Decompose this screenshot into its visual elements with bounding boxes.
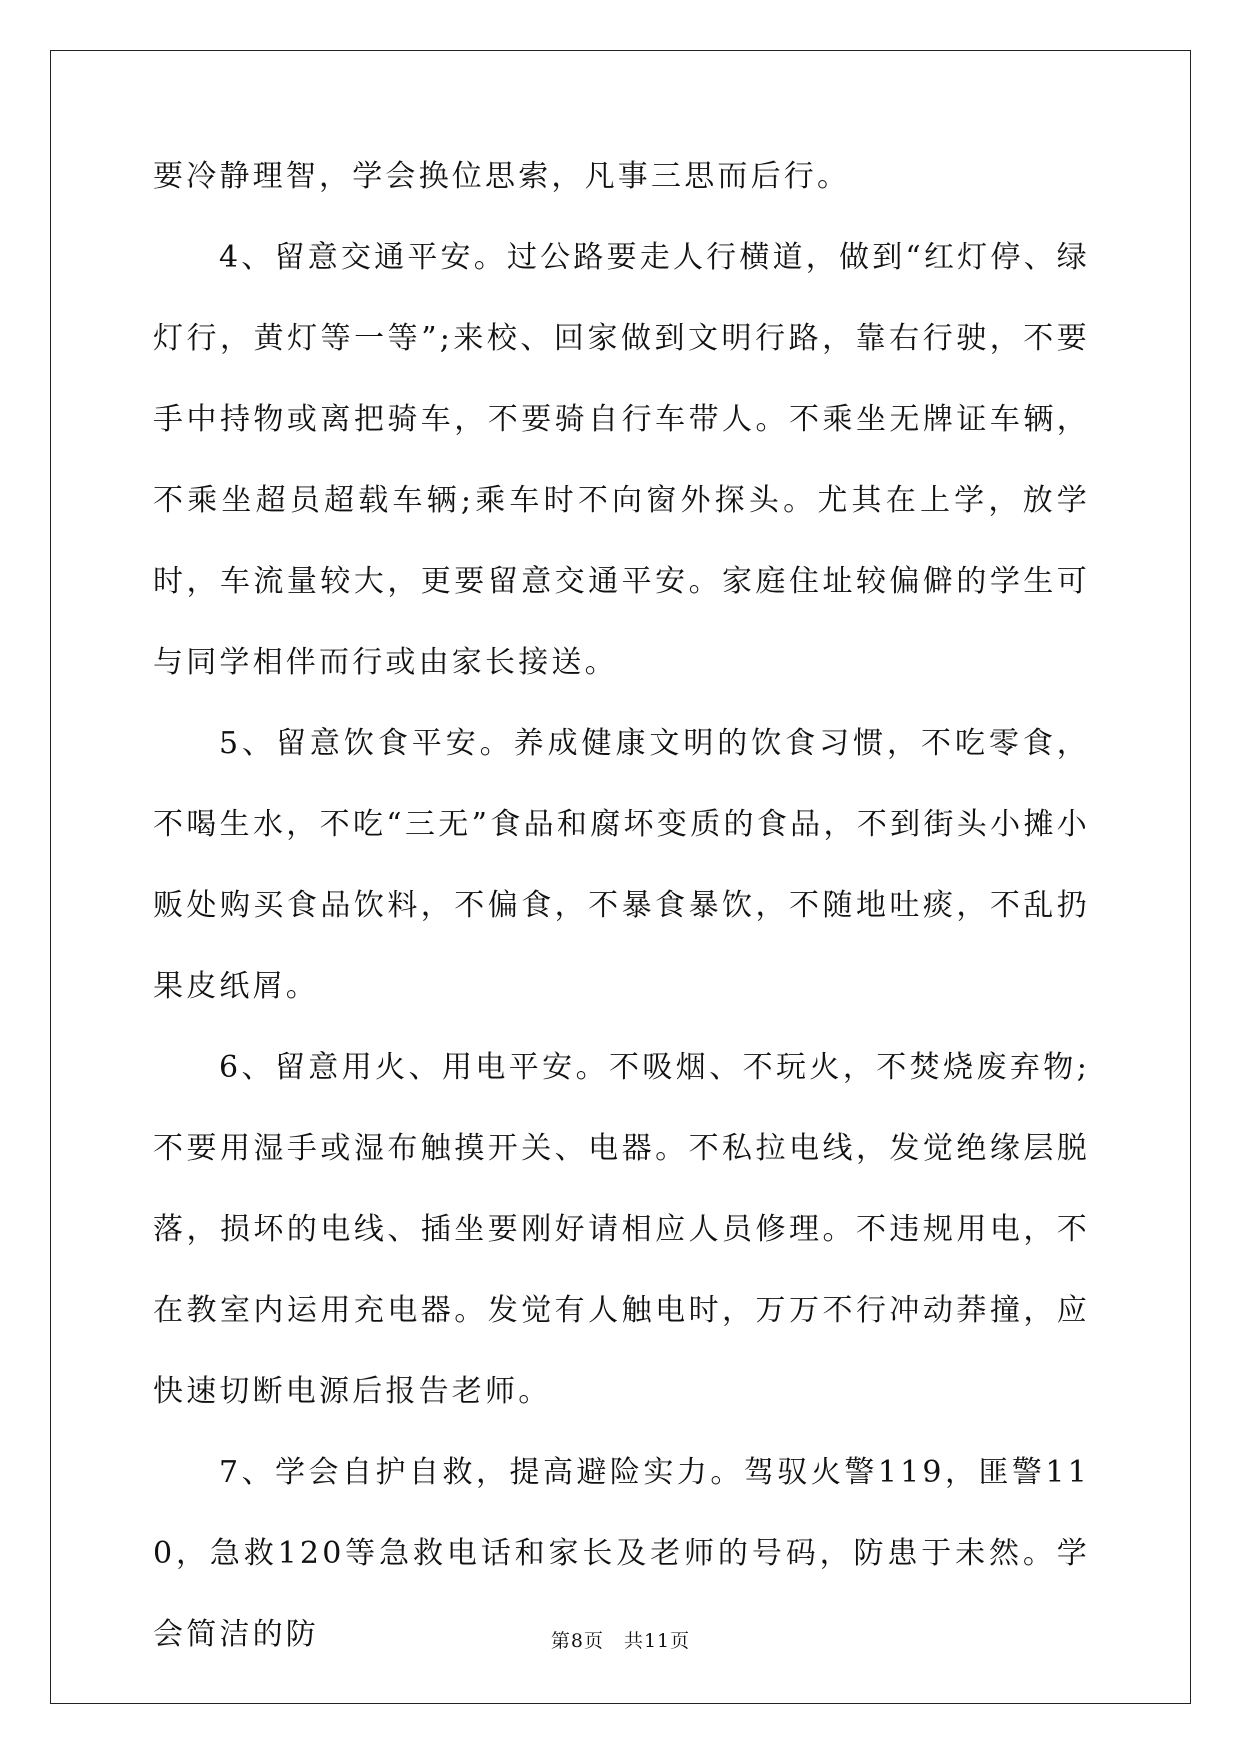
paragraph-continuation: 要冷静理智，学会换位思索，凡事三思而后行。 [153,159,851,194]
paragraph-food-safety: 5、留意饮食平安。养成健康文明的饮食习惯，不吃零食，不喝生水，不吃“三无”食品和腐坏变质的食品，不到街头小摊小贩处购买食品饮料，不偏食，不暴食暴饮，不随地吐痰，不乱扔果皮纸屑。 [153,726,1090,1004]
paragraph-fire-electric-safety: 6、留意用火、用电平安。不吸烟、不玩火，不焚烧废弃物;不要用湿手或湿布触摸开关、电器。不私拉电线，发觉绝缘层脱落，损坏的电线、插坐要刚好请相应人员修理。不违规用电，不在教室内运用充电器。发觉有人触电时，万万不行冲动莽撞，应快速切断电源后报告老师。 [153,1050,1090,1409]
paragraph-self-protection: 7、学会自护自救，提高避险实力。驾驭火警119，匪警110，急救120等急救电话和家长及老师的号码，防患于未然。学会简洁的防 [153,1455,1090,1652]
page-number-current: 第8页 [550,1630,604,1652]
page-number-total: 共11页 [623,1630,691,1652]
page-footer [0,1626,1241,1653]
document-body [153,158,1090,1675]
paragraph-traffic-safety: 4、留意交通平安。过公路要走人行横道，做到“红灯停、绿灯行，黄灯等一等”;来校、回家做到文明行路，靠右行驶，不要手中持物或离把骑车，不要骑自行车带人。不乘坐无牌证车辆，不乘坐超员超载车辆;乘车时不向窗外探头。尤其在上学，放学时，车流量较大，更要留意交通平安。家庭住址较偏僻的学生可与同学相伴而行或由家长接送。 [153,240,1090,680]
